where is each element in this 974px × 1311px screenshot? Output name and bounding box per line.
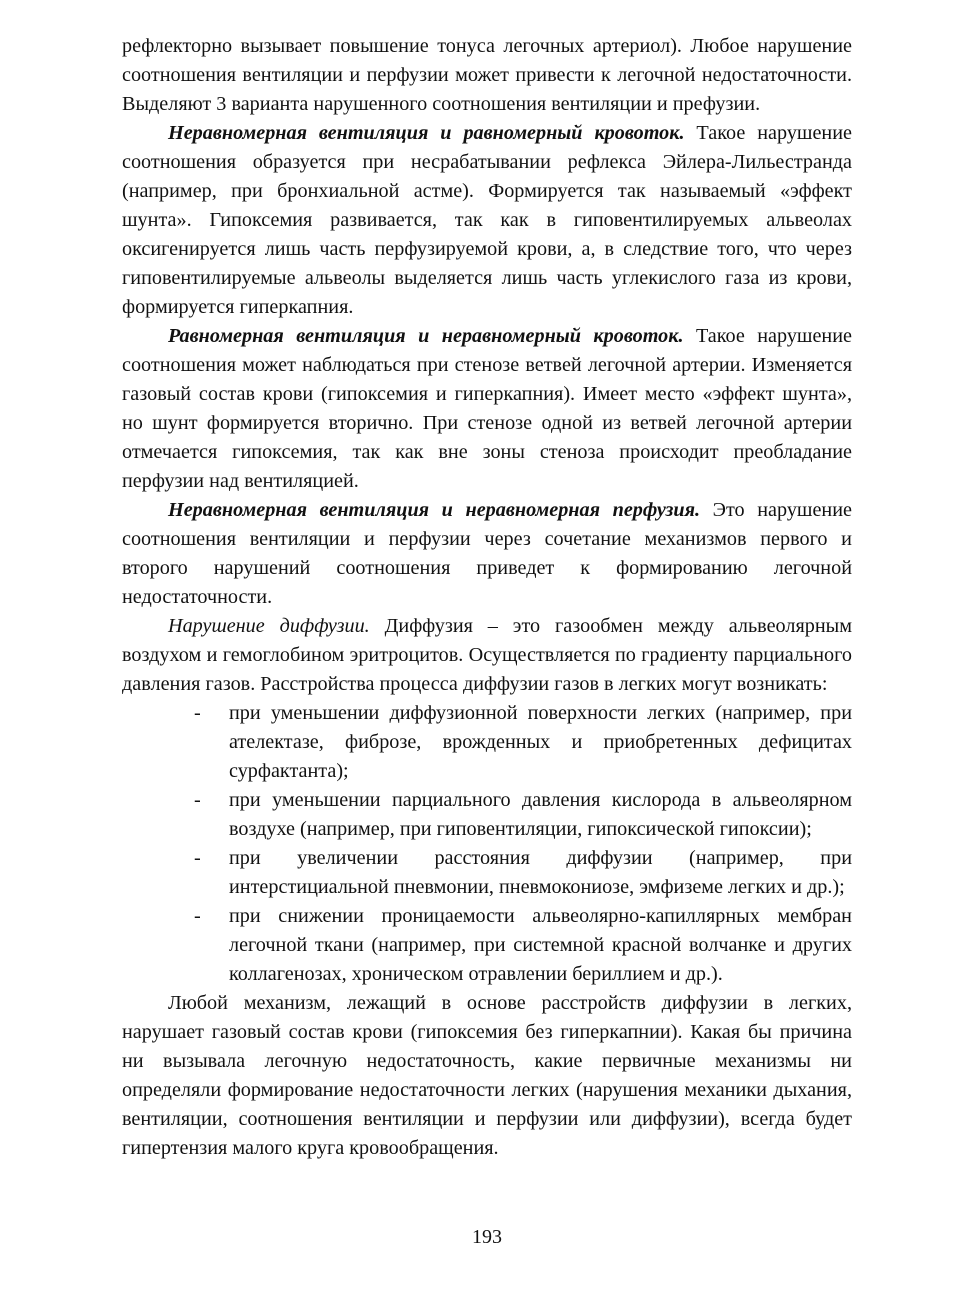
paragraph-text: Такое нарушение соотношения образуется при несрабатывании рефлекса Эйлера-Лильестранда (например, при бронхиальной астме). Формируется так называемый «эффект шунта». Гипоксемия развивается, так как в гиповентилируемых альвеолах оксигенируется лишь часть перфузируемой крови, а, в следствие того, что через гиповентилируемые альвеолы выделяется лишь часть углекислого газа из крови, формируется гиперкапния. bbox=[122, 122, 852, 318]
list-item-text: при уменьшении парциального давления кислорода в альвеолярном воздухе (например, при гиповентиляции, гипоксической гипоксии); bbox=[229, 789, 852, 840]
paragraph-diffusion bbox=[122, 612, 852, 699]
page-number: 193 bbox=[472, 1226, 502, 1248]
list-item-text: при снижении проницаемости альвеолярно-капиллярных мембран легочной ткани (например, при системной красной волчанке и других коллагенозах, хроническом отравлении бериллием и др.). bbox=[229, 905, 852, 985]
list-bullet: - bbox=[194, 847, 201, 869]
list-item bbox=[194, 844, 852, 902]
paragraph-uneven-bloodflow bbox=[122, 322, 852, 496]
page-body bbox=[122, 32, 852, 1163]
paragraph-heading: Равномерная вентиляция и неравномерный кровоток. bbox=[168, 325, 684, 347]
paragraph-text: Такое нарушение соотношения может наблюдаться при стенозе ветвей легочной артерии. Изменяется газовый состав крови (гипоксемия и гиперкапния). Имеет место «эффект шунта», но шунт формируется вторично. При стенозе одной из ветвей легочной артерии отмечается гипоксемия, так как вне зоны стеноза происходит преобладание перфузии над вентиляцией. bbox=[122, 325, 852, 492]
paragraph-text: Это нарушение соотношения вентиляции и перфузии через сочетание механизмов первого и второго нарушений соотношения приведет к формированию легочной недостаточности. bbox=[122, 499, 853, 608]
paragraph-uneven-both bbox=[122, 496, 852, 612]
list-bullet: - bbox=[194, 905, 201, 927]
list-bullet: - bbox=[194, 702, 201, 724]
paragraph-heading: Неравномерная вентиляция и равномерный кровоток. bbox=[168, 122, 685, 144]
list-item-text: при увеличении расстояния диффузии (например, при интерстициальной пневмонии, пневмокониозе, эмфиземе легких и др.); bbox=[229, 847, 852, 898]
list-bullet: - bbox=[194, 789, 201, 811]
paragraph-conclusion: Любой механизм, лежащий в основе расстройств диффузии в легких, нарушает газовый состав крови (гипоксемия без гиперкапнии). Какая бы причина ни вызывала легочную недостаточность, какие первичные механизмы ни определяли формирование недостаточности легких (нарушения механики дыхания, вентиляции, соотношения вентиляции и перфузии или диффузии), всегда будет гипертензия малого круга кровообращения. bbox=[122, 992, 852, 1159]
list-item bbox=[194, 786, 852, 844]
list-item bbox=[194, 902, 852, 989]
paragraph-continuation: рефлекторно вызывает повышение тонуса легочных артериол). Любое нарушение соотношения вентиляции и перфузии может привести к легочной недостаточности. Выделяют 3 варианта нарушенного соотношения вентиляции и префузии. bbox=[122, 35, 852, 115]
paragraph-heading: Нарушение диффузии. bbox=[168, 615, 370, 637]
paragraph-uneven-ventilation bbox=[122, 119, 852, 322]
list-item-text: при уменьшении диффузионной поверхности легких (например, при ателектазе, фиброзе, врожденных и приобретенных дефицитах сурфактанта); bbox=[229, 702, 852, 782]
paragraph-text: Диффузия – это газообмен между альвеолярным воздухом и гемоглобином эритроцитов. Осуществляется по градиенту парциального давления газов. Расстройства процесса диффузии газов в легких могут возникать: bbox=[122, 615, 852, 695]
paragraph-heading: Неравномерная вентиляция и неравномерная перфузия. bbox=[168, 499, 701, 521]
list-item bbox=[194, 699, 852, 786]
diffusion-causes-list bbox=[122, 699, 852, 989]
